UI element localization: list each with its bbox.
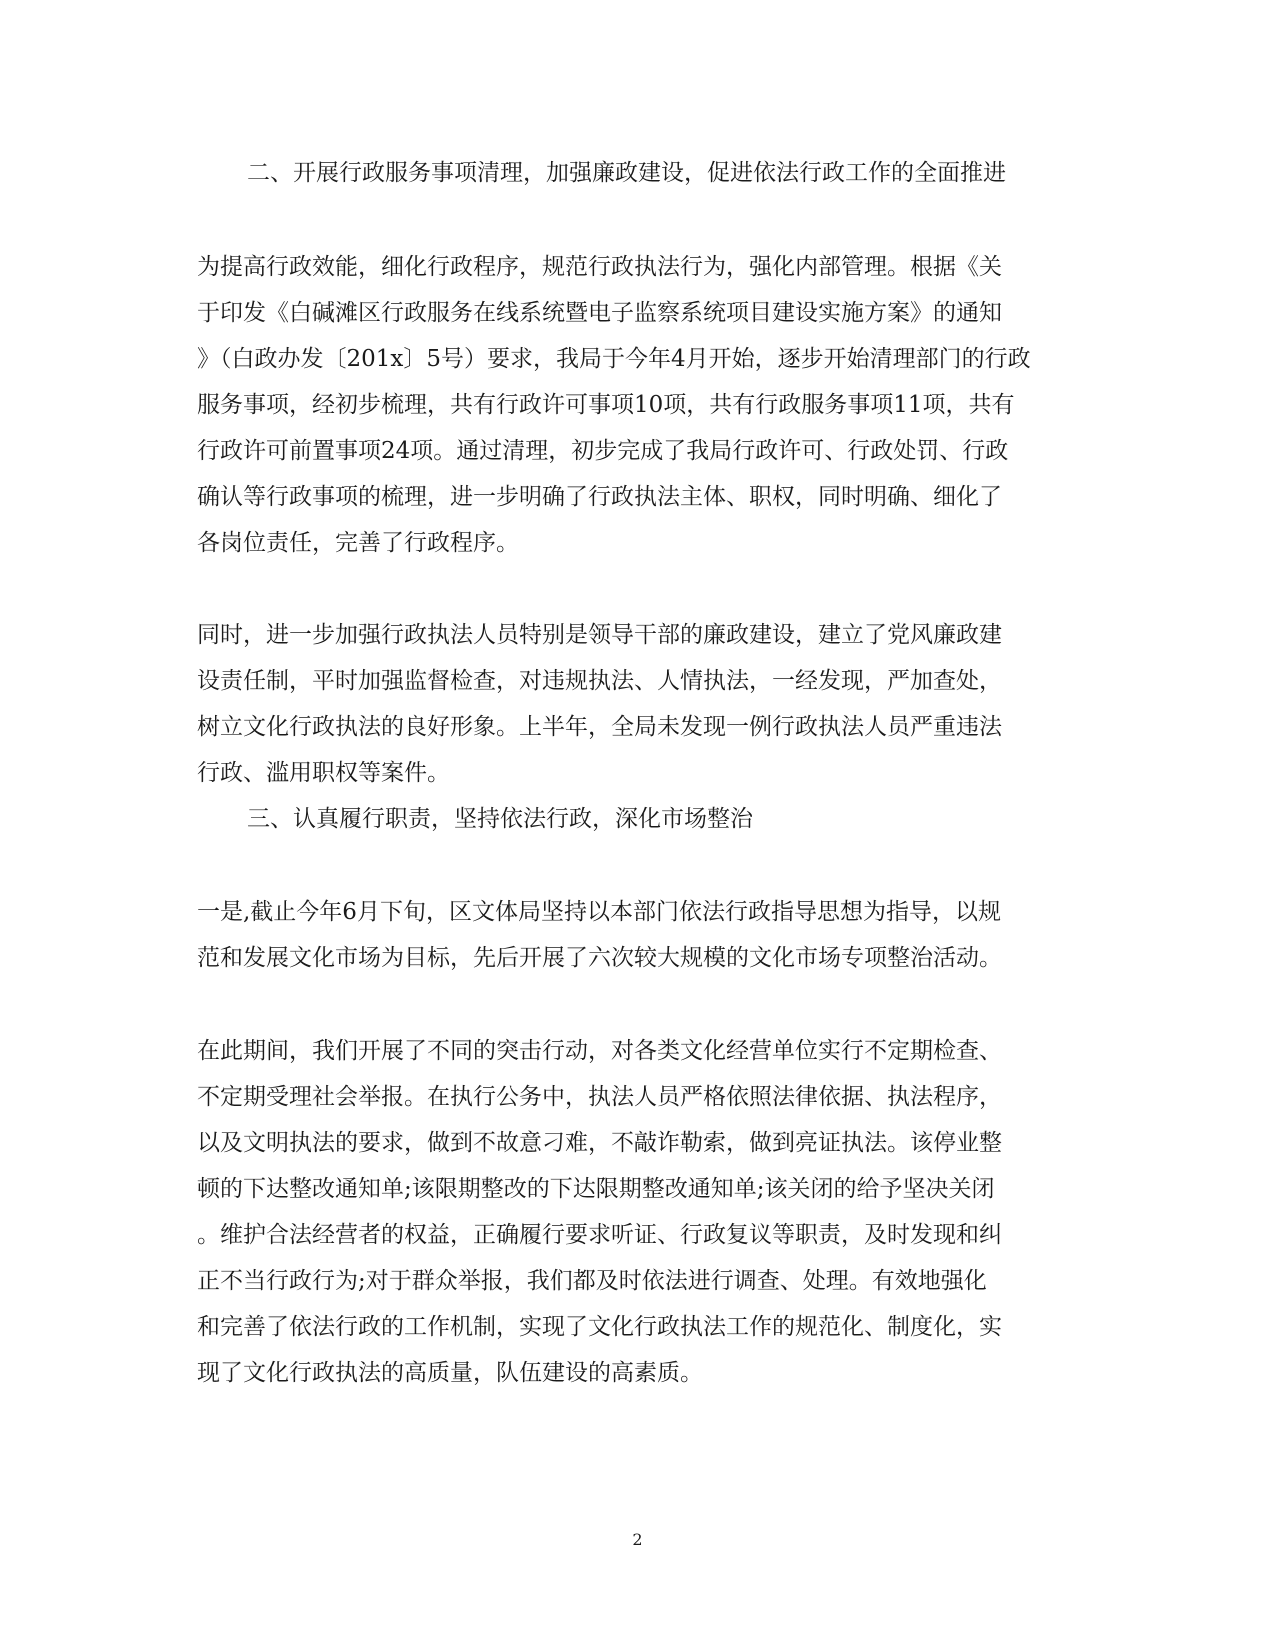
paragraph-line: 。维护合法经营者的权益，正确履行要求听证、行政复议等职责，及时发现和纠	[197, 1222, 1002, 1248]
paragraph-line: 树立文化行政执法的良好形象。上半年，全局未发现一例行政执法人员严重违法	[197, 714, 1002, 740]
section-heading-3: 三、认真履行职责，坚持依法行政，深化市场整治	[247, 806, 753, 832]
paragraph-line: 同时，进一步加强行政执法人员特别是领导干部的廉政建设，建立了党风廉政建	[197, 622, 1002, 648]
paragraph-line: 设责任制，平时加强监督检查，对违规执法、人情执法，一经发现，严加查处，	[197, 668, 1002, 694]
paragraph-line: 在此期间，我们开展了不同的突击行动，对各类文化经营单位实行不定期检查、	[197, 1038, 1002, 1064]
paragraph-line: 各岗位责任，完善了行政程序。	[197, 530, 519, 556]
paragraph-line: 不定期受理社会举报。在执行公务中，执法人员严格依照法律依据、执法程序，	[197, 1084, 1002, 1110]
paragraph-line: 行政、滥用职权等案件。	[197, 760, 450, 786]
paragraph-line: 范和发展文化市场为目标，先后开展了六次较大规模的文化市场专项整治活动。	[197, 945, 1002, 971]
paragraph-line: 顿的下达整改通知单;该限期整改的下达限期整改通知单;该关闭的给予坚决关闭	[197, 1176, 995, 1202]
paragraph-line: 一是,截止今年6月下旬，区文体局坚持以本部门依法行政指导思想为指导，以规	[197, 899, 1001, 925]
paragraph-line: 》（白政办发〔201x〕5号）要求，我局于今年4月开始，逐步开始清理部门的行政	[197, 346, 1031, 372]
paragraph-line: 行政许可前置事项24项。通过清理，初步完成了我局行政许可、行政处罚、行政	[197, 438, 1009, 464]
page-number: 2	[632, 1530, 643, 1549]
section-heading-2: 二、开展行政服务事项清理，加强廉政建设，促进依法行政工作的全面推进	[247, 160, 1006, 186]
paragraph-line: 确认等行政事项的梳理，进一步明确了行政执法主体、职权，同时明确、细化了	[197, 484, 1002, 510]
paragraph-line: 正不当行政行为;对于群众举报，我们都及时依法进行调查、处理。有效地强化	[197, 1268, 987, 1294]
paragraph-line: 现了文化行政执法的高质量，队伍建设的高素质。	[197, 1360, 703, 1386]
paragraph-line: 为提高行政效能，细化行政程序，规范行政执法行为，强化内部管理。根据《关	[197, 254, 1002, 280]
paragraph-line: 于印发《白碱滩区行政服务在线系统暨电子监察系统项目建设实施方案》的通知	[197, 300, 1002, 326]
paragraph-line: 和完善了依法行政的工作机制，实现了文化行政执法工作的规范化、制度化，实	[197, 1314, 1002, 1340]
paragraph-line: 服务事项，经初步梳理，共有行政许可事项10项，共有行政服务事项11项，共有	[197, 392, 1015, 418]
paragraph-line: 以及文明执法的要求，做到不故意刁难，不敲诈勒索，做到亮证执法。该停业整	[197, 1130, 1002, 1156]
